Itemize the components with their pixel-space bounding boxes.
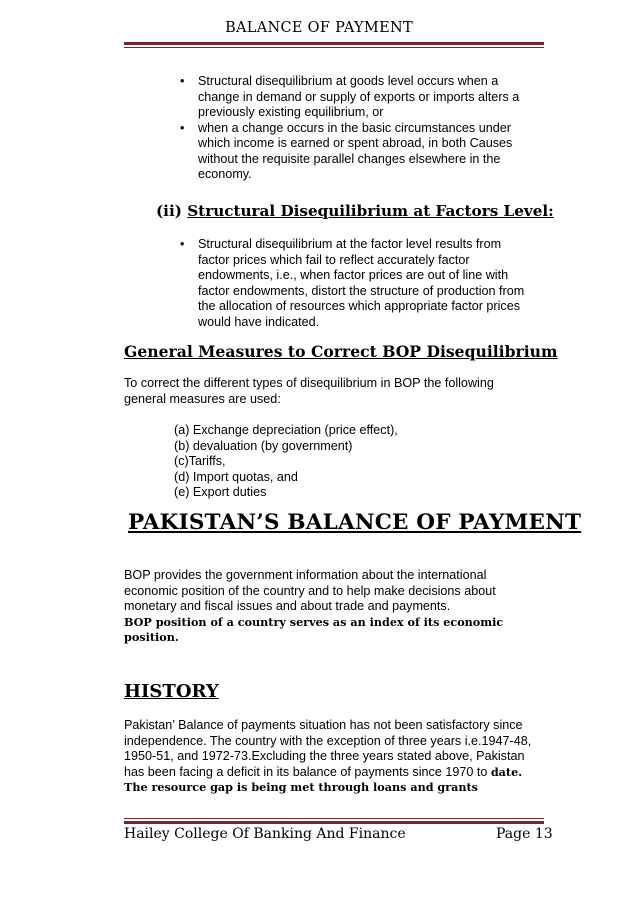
heading-number: (ii) bbox=[156, 202, 182, 220]
footer-rule-thick bbox=[124, 821, 544, 824]
pakistan-bop-paragraph bbox=[124, 568, 524, 646]
pakistan-bop-heading: PAKISTAN’S BALANCE OF PAYMENT bbox=[128, 510, 582, 535]
page-number: Page 13 bbox=[496, 826, 553, 842]
bold-tail: date. The resource gap is being met through loans and grants bbox=[124, 764, 523, 794]
heading-text: Structural Disequilibrium at Factors Level: bbox=[187, 202, 554, 220]
measures-list bbox=[174, 423, 398, 501]
goods-level-bullet-list bbox=[176, 74, 536, 183]
bold-sentence: BOP position of a country serves as an index of its economic position. bbox=[124, 614, 504, 644]
general-measures-heading: General Measures to Correct BOP Disequilibrium bbox=[124, 342, 558, 361]
bullet-icon: • bbox=[180, 237, 185, 251]
header-rule-thin bbox=[124, 47, 544, 48]
general-measures-intro: To correct the different types of disequilibrium in BOP the following general measures are used: bbox=[124, 376, 494, 406]
bullet-icon: • bbox=[180, 74, 185, 88]
footer-rule-thin bbox=[124, 818, 544, 819]
paragraph-text: Pakistan’ Balance of payments situation has not been satisfactory since independence. The country with the exception of three years i.e.1947-48, 1950-51, and 1972-73.Excluding the three years stated above, Pakistan has been facing a deficit in its balance of payments since 1970 to bbox=[124, 718, 532, 779]
factors-level-heading bbox=[156, 202, 554, 220]
list-item: (c)Tariffs, bbox=[174, 454, 226, 468]
list-item: (e) Export duties bbox=[174, 485, 267, 499]
list-item: (a) Exchange depreciation (price effect), bbox=[174, 423, 398, 437]
paragraph-text: BOP provides the government information about the international economic position of the country and to help make decisions about monetary and fiscal issues and about trade and payments. bbox=[124, 568, 496, 613]
list-item: • when a change occurs in the basic circumstances under which income is earned or spent abroad, in both Causes without the requisite parallel changes elsewhere in the economy. bbox=[180, 120, 513, 181]
history-paragraph bbox=[124, 718, 542, 796]
page-header-title: BALANCE OF PAYMENT bbox=[225, 20, 413, 36]
bullet-icon: • bbox=[180, 120, 185, 135]
list-item: • Structural disequilibrium at goods level occurs when a change in demand or supply of exports or imports alters a previously existing equilibrium, or bbox=[180, 74, 520, 119]
footer-college-name: Hailey College Of Banking And Finance bbox=[124, 826, 406, 842]
list-item: (d) Import quotas, and bbox=[174, 469, 298, 484]
list-item: (b) devaluation (by government) bbox=[174, 438, 353, 453]
list-item: • Structural disequilibrium at the factor level results from factor prices which fail to reflect accurately factor endowments, i.e., when factor prices are out of line with factor endowments, distort the structure of production from the allocation of resources which appropriate factor prices would have indicated. bbox=[180, 237, 525, 329]
factors-level-bullet-list bbox=[176, 237, 536, 330]
header-rule-thick bbox=[124, 42, 544, 45]
history-heading: HISTORY bbox=[124, 681, 219, 702]
